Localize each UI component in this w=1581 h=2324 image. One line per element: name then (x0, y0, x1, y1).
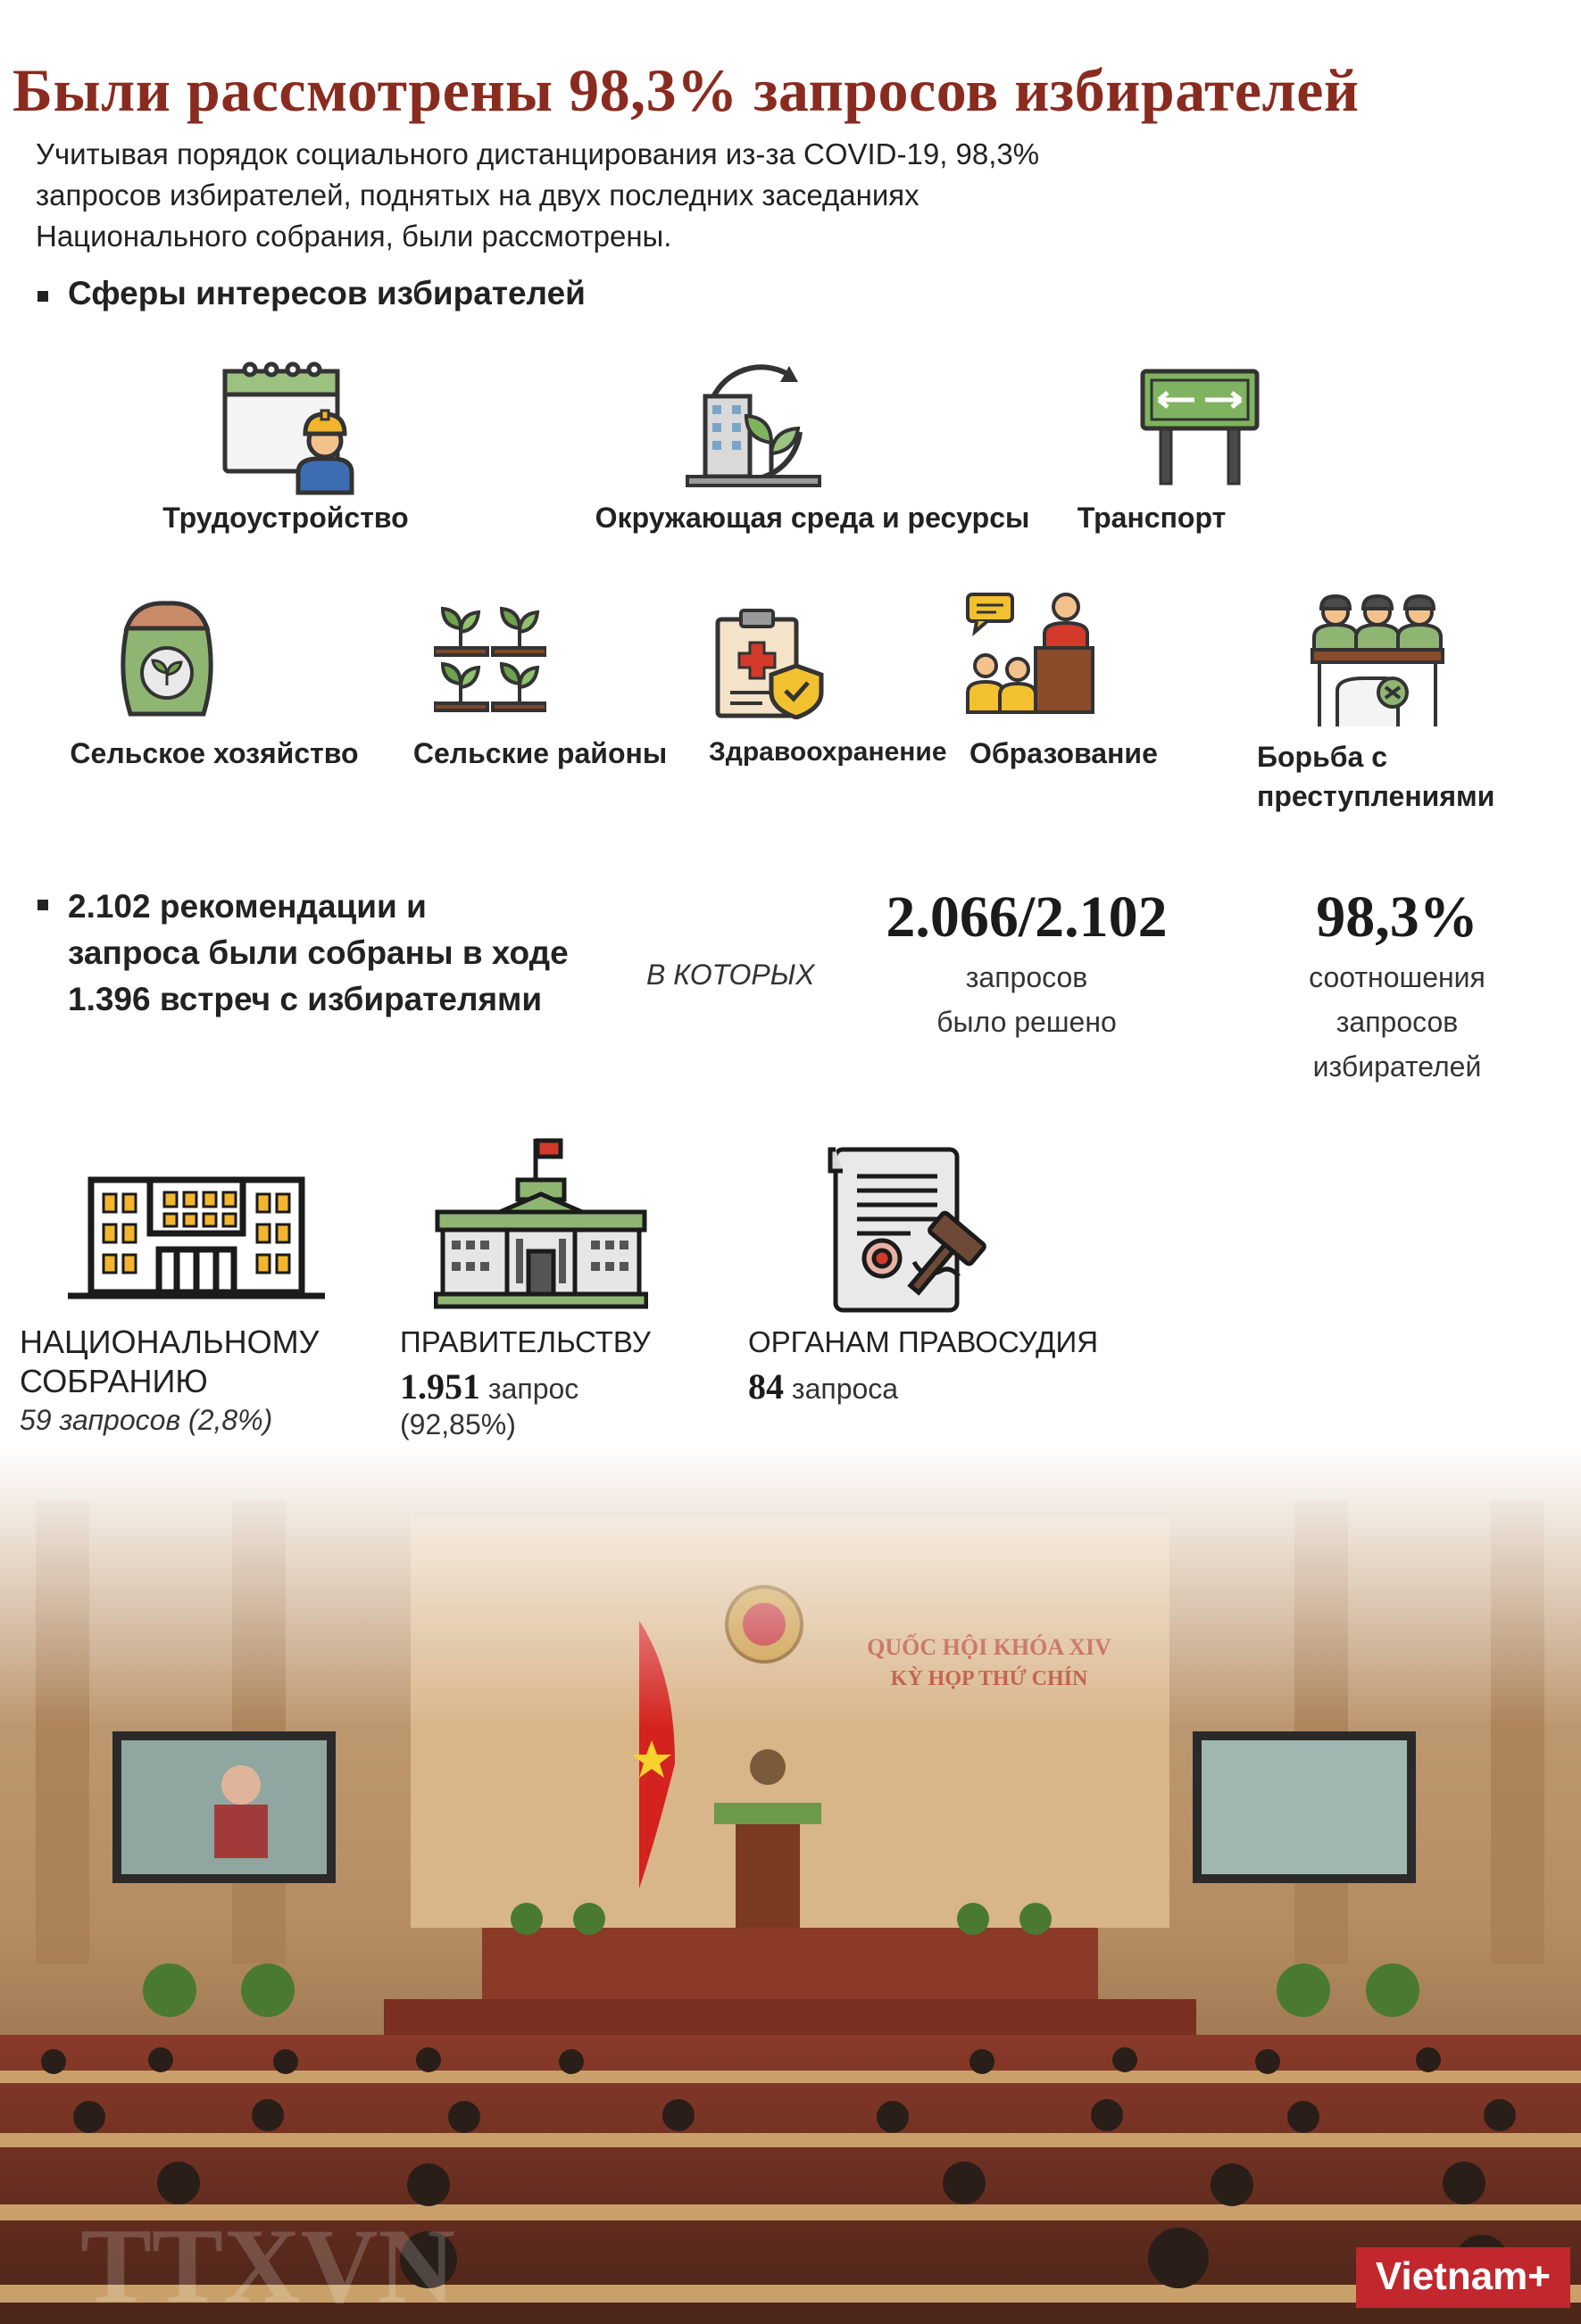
recipient-value-number: 84 (748, 1366, 784, 1407)
national-assembly-building-icon (64, 1171, 329, 1305)
ratio-label-line: избирателей (1312, 1050, 1482, 1083)
interest-label: Сельские районы (412, 737, 668, 769)
interrogation-icon (1311, 594, 1444, 728)
interest-item (1257, 737, 1525, 816)
interest-label: Транспорт (1077, 502, 1227, 534)
interest-item (969, 737, 1158, 770)
recipient-value-number: 1.951 (400, 1366, 480, 1407)
interest-label: Трудоустройство (162, 502, 409, 534)
recipient-name: ПРАВИТЕЛЬСТВУ (400, 1325, 651, 1358)
page-title: Были рассмотрены 98,3% запросов избирателей (12, 56, 1360, 124)
employment-icon (221, 359, 364, 502)
recipient-value-unit: запрос (487, 1373, 579, 1405)
resolved-label-line: было решено (936, 1006, 1117, 1038)
interest-item (393, 737, 687, 770)
recipient-name: ОРГАНАМ ПРАВОСУДИЯ (748, 1325, 1099, 1358)
interests-heading: Сферы интересов избирателей (68, 275, 586, 311)
interest-item (1053, 502, 1250, 535)
interest-label: Здравоохранение (709, 737, 947, 767)
recipient-judicial (748, 1323, 1098, 1407)
interest-label: Образование (969, 737, 1158, 769)
assembly-hall-photo (0, 1446, 1581, 2324)
ratio-value: 98,3% (1316, 884, 1478, 950)
government-building-icon (434, 1135, 648, 1310)
intro-line: Национального собрания, были рассмотрены. (36, 220, 672, 253)
ratio-label-line: запросов (1336, 1006, 1459, 1038)
interest-item (125, 502, 446, 535)
judicial-document-gavel-icon (825, 1146, 994, 1316)
interest-item (54, 737, 375, 770)
recipient-national-assembly (20, 1323, 319, 1439)
interest-item (571, 502, 1053, 535)
seedlings-icon (434, 602, 546, 712)
recipient-value: 59 запросов (2,8%) (20, 1404, 273, 1436)
fertilizer-sack-icon (114, 600, 220, 719)
health-insurance-icon (714, 607, 825, 719)
interest-label: Сельское хозяйство (70, 737, 359, 769)
interest-label: Борьба с преступлениями (1257, 741, 1495, 812)
recipient-value-unit: запроса (791, 1373, 899, 1405)
bullet (37, 900, 48, 910)
ratio-label (1250, 955, 1544, 1089)
intro-line: запросов избирателей, поднятых на двух последних заседаниях (36, 178, 919, 212)
summary-line: 1.396 встреч с избирателями (68, 981, 543, 1017)
resolved-label (839, 955, 1214, 1044)
environment-icon (682, 357, 825, 491)
recipient-name: СОБРАНИЮ (20, 1363, 208, 1399)
resolved-label-line: запросов (965, 961, 1088, 993)
teacher-lecture-icon (964, 589, 1096, 716)
vietnamplus-logo: Vietnam+ (1356, 2247, 1570, 2308)
watermark: TTXVN (80, 2206, 456, 2324)
interest-item (709, 737, 947, 768)
recipient-government (400, 1323, 651, 1442)
ratio-label-line: соотношения (1309, 961, 1485, 993)
of-which-label: В КОТОРЫХ (646, 959, 815, 991)
transport-sign-icon (1139, 368, 1261, 486)
intro-text (36, 134, 1161, 257)
summary-line: 2.102 рекомендации и (68, 888, 427, 925)
resolved-value: 2.066/2.102 (886, 884, 1168, 950)
recipient-name: НАЦИОНАЛЬНОМУ (20, 1324, 320, 1360)
bullet (37, 291, 48, 302)
summary-line: запроса были собраны в ходе (68, 934, 569, 971)
recipient-value-extra: (92,85%) (400, 1408, 516, 1440)
intro-line: Учитывая порядок социального дистанцирования из-за COVID-19, 98,3% (36, 137, 1040, 170)
interest-label: Окружающая среда и ресурсы (595, 502, 1030, 534)
collected-summary (68, 884, 569, 1023)
